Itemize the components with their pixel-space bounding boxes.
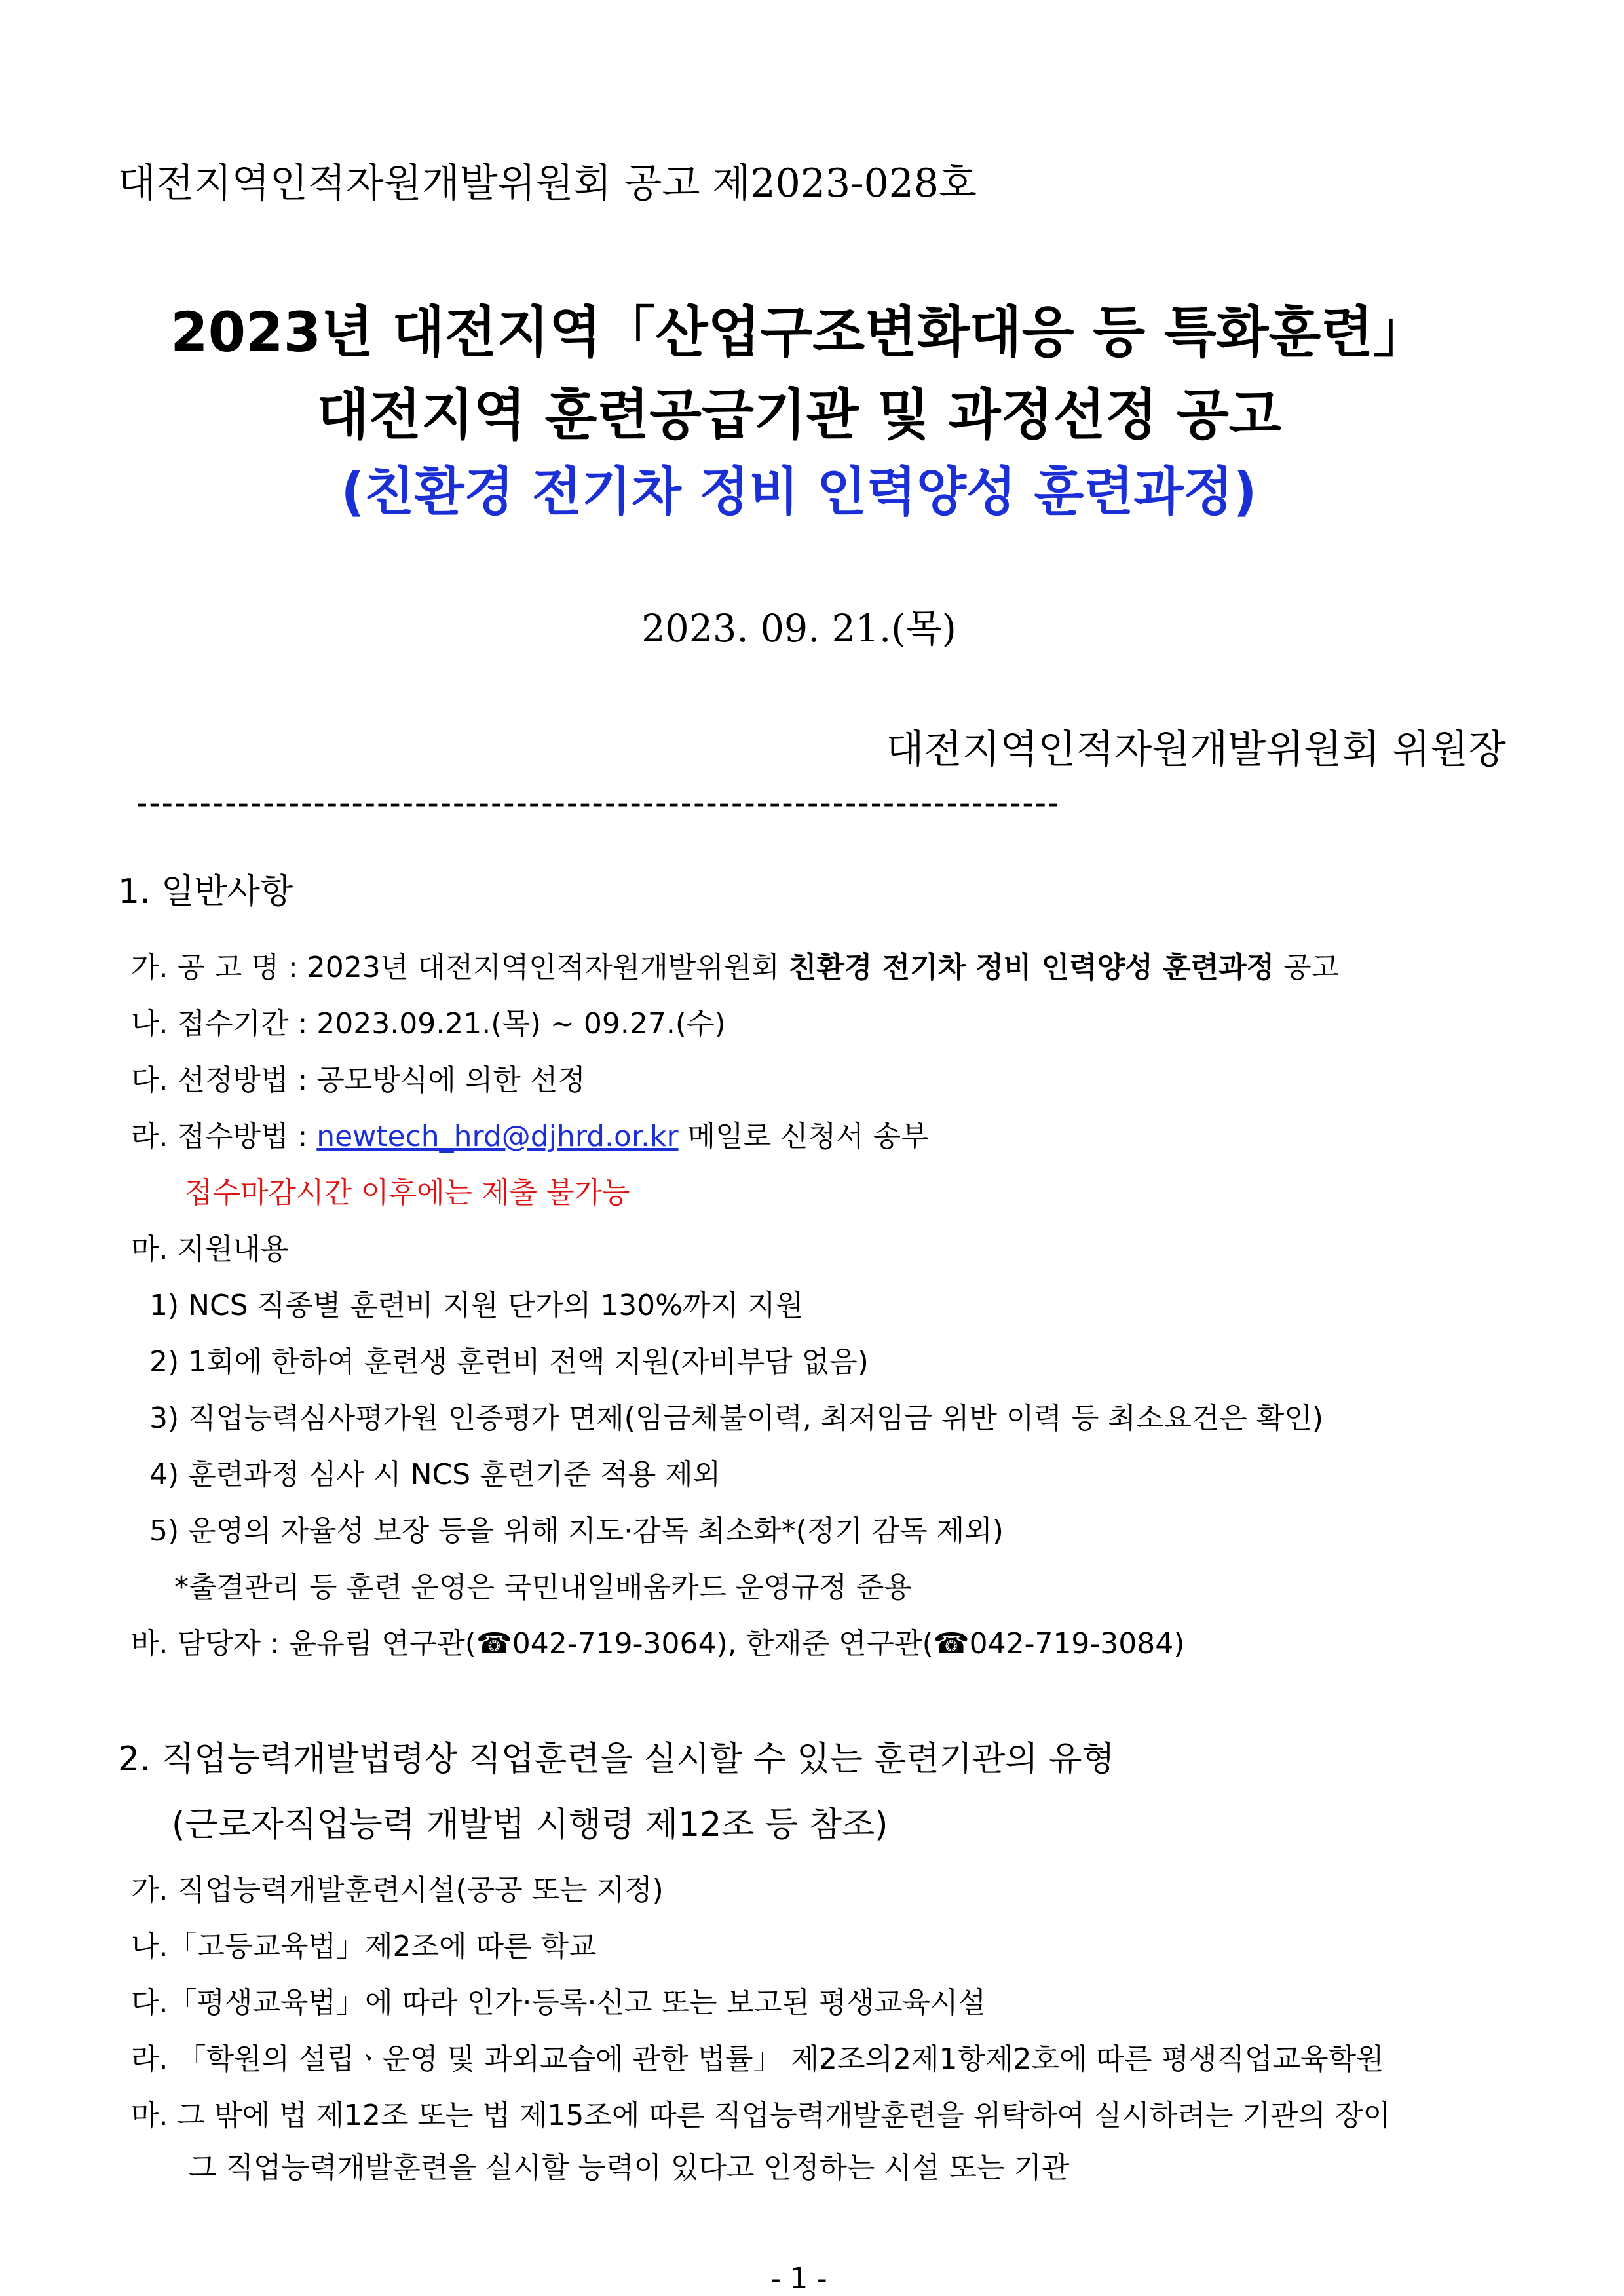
institution-type-ma-continuation: 그 직업능력개발훈련을 실시할 능력이 있다고 인정하는 시설 또는 기관 — [189, 2151, 1070, 2185]
institution-type-na: 나.「고등교육법」제2조에 따른 학교 — [131, 1930, 597, 1963]
support-item-4: 4) 훈련과정 심사 시 NCS 훈련기준 적용 제외 — [149, 1458, 721, 1491]
deadline-note: 접수마감시간 이후에는 제출 불가능 — [185, 1176, 630, 1210]
item-ga-course-name: 친환경 전기차 정비 인력양성 훈련과정 — [788, 951, 1275, 984]
item-ga-prefix: 가. 공 고 명 : 2023년 대전지역인적자원개발위원회 — [131, 951, 789, 984]
institution-type-ra: 라. 「학원의 설립ㆍ운영 및 과외교습에 관한 법률」 제2조의2제1항제2호에 따른 평생직업교육학원 — [131, 2042, 1384, 2076]
support-item-1: 1) NCS 직종별 훈련비 지원 단가의 130%까지 지원 — [149, 1289, 803, 1322]
page-number: - 1 - — [770, 2262, 827, 2295]
institution-type-ga: 가. 직업능력개발훈련시설(공공 또는 지정) — [131, 1873, 664, 1907]
section-2-heading: 2. 직업능력개발법령상 직업훈련을 실시할 수 있는 훈련기관의 유형 — [118, 1740, 1115, 1779]
item-da: 다. 선정방법 : 공모방식에 의한 선정 — [131, 1063, 586, 1097]
item-ra-prefix: 라. 접수방법 : — [131, 1120, 317, 1153]
notice-number: 대전지역인적자원개발위원회 공고 제2023-028호 — [118, 161, 977, 206]
support-note: *출결관리 등 훈련 운영은 국민내일배움카드 운영규정 준용 — [174, 1571, 913, 1604]
section-2-subheading: (근로자직업능력 개발법 시행령 제12조 등 참조) — [172, 1805, 888, 1845]
section-1-heading: 1. 일반사항 — [118, 872, 293, 911]
item-ra-suffix: 메일로 신청서 송부 — [678, 1120, 929, 1153]
support-item-2: 2) 1회에 한하여 훈련생 훈련비 전액 지원(자비부담 없음) — [149, 1345, 869, 1379]
item-ba: 바. 담당자 : 윤유림 연구관(☎042-719-3064), 한재준 연구관(☎042-719-3084) — [131, 1627, 1185, 1660]
support-item-5: 5) 운영의 자율성 보장 등을 위해 지도·감독 최소화*(정기 감독 제외) — [149, 1514, 1004, 1548]
divider-line: ------------------------------------------------------------------------- — [136, 785, 1061, 822]
institution-type-ma: 마. 그 밖에 법 제12조 또는 법 제15조에 따른 직업능력개발훈련을 위탁하여 실시하려는 기관의 장이 — [131, 2099, 1391, 2132]
support-item-3: 3) 직업능력심사평가원 인증평가 면제(임금체불이력, 최저임금 위반 이력 등 최소요건은 확인) — [149, 1402, 1323, 1435]
item-ma: 마. 지원내용 — [131, 1233, 289, 1266]
issuer: 대전지역인적자원개발위원회 위원장 — [886, 727, 1506, 773]
item-na: 나. 접수기간 : 2023.09.21.(목) ~ 09.27.(수) — [131, 1007, 726, 1041]
item-ra — [131, 1113, 929, 1155]
title-line-3: (친환경 전기차 정비 인력양성 훈련과정) — [341, 461, 1257, 522]
email-link[interactable]: newtech_hrd@djhrd.or.kr — [316, 1120, 679, 1153]
title-line-1: 2023년 대전지역「산업구조변화대응 등 특화훈련」 — [170, 300, 1427, 364]
institution-type-da: 다.「평생교육법」에 따라 인가·등록·신고 또는 보고된 평생교육시설 — [131, 1986, 986, 2019]
title-line-2: 대전지역 훈련공급기관 및 과정선정 공고 — [316, 383, 1281, 447]
item-ga — [131, 944, 1339, 985]
item-ga-suffix: 공고 — [1274, 951, 1340, 984]
notice-date: 2023. 09. 21.(목) — [641, 606, 956, 651]
